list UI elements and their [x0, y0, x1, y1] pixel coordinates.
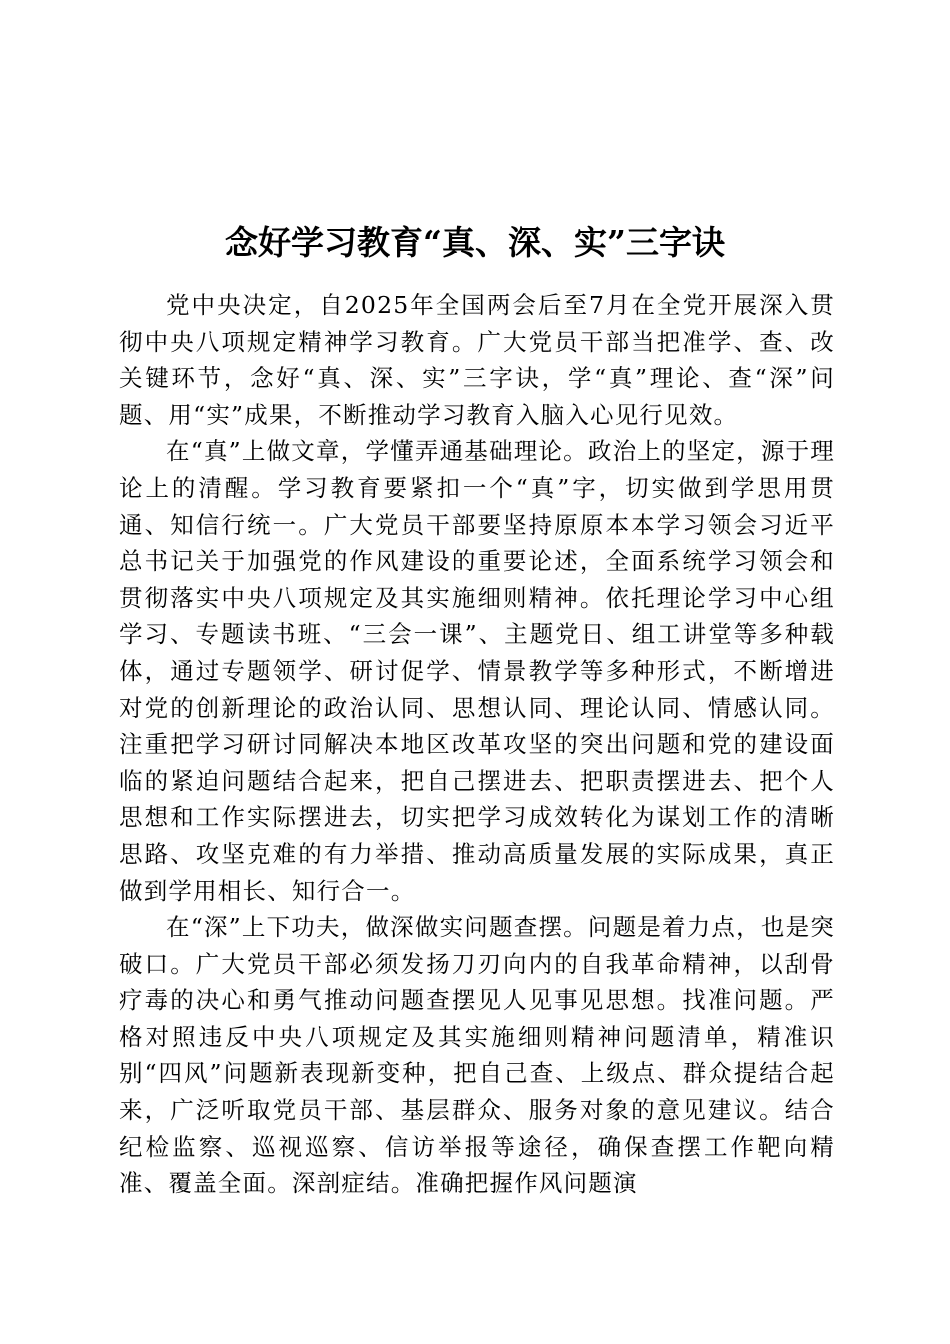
paragraph-zhen: 在“真”上做文章，学懂弄通基础理论。政治上的坚定，源于理论上的清醒。学习教育要紧扣一个“真”字，切实做到学思用贯通、知信行统一。广大党员干部要坚持原原本本学习领会习近平总书记关于加强党的作风建设的重要论述，全面系统学习领会和贯彻落实中央八项规定及其实施细则精神。依托理论学习中心组学习、专题读书班、“三会一课”、主题党日、组工讲堂等多种载体，通过专题领学、研讨促学、情景教学等多种形式，不断增进对党的创新理论的政治认同、思想认同、理论认同、情感认同。注重把学习研讨同解决本地区改革攻坚的突出问题和党的建设面临的紧迫问题结合起来，把自己摆进去、把职责摆进去、把个人思想和工作实际摆进去，切实把学习成效转化为谋划工作的清晰思路、攻坚克难的有力举措、推动高质量发展的实际成果，真正做到学用相长、知行合一。 — [119, 437, 835, 905]
document-title: 念好学习教育“真、深、实”三字诀 — [225, 223, 725, 263]
paragraph-intro: 党中央决定，自2025年全国两会后至7月在全党开展深入贯彻中央八项规定精神学习教育。广大党员干部当把准学、查、改关键环节，念好“真、深、实”三字诀，学“真”理论、查“深”问题、用“实”成果，不断推动学习教育入脑入心见行见效。 — [119, 291, 835, 429]
paragraph-shen: 在“深”上下功夫，做深做实问题查摆。问题是着力点，也是突破口。广大党员干部必须发扬刀刃向内的自我革命精神，以刮骨疗毒的决心和勇气推动问题查摆见人见事见思想。找准问题。严格对照违反中央八项规定及其实施细则精神问题清单，精准识别“四风”问题新表现新变种，把自己查、上级点、群众提结合起来，广泛听取党员干部、基层群众、服务对象的意见建议。结合纪检监察、巡视巡察、信访举报等途径，确保查摆工作靶向精准、覆盖全面。深剖症结。准确把握作风问题演 — [119, 913, 835, 1198]
document-body — [119, 287, 835, 1202]
